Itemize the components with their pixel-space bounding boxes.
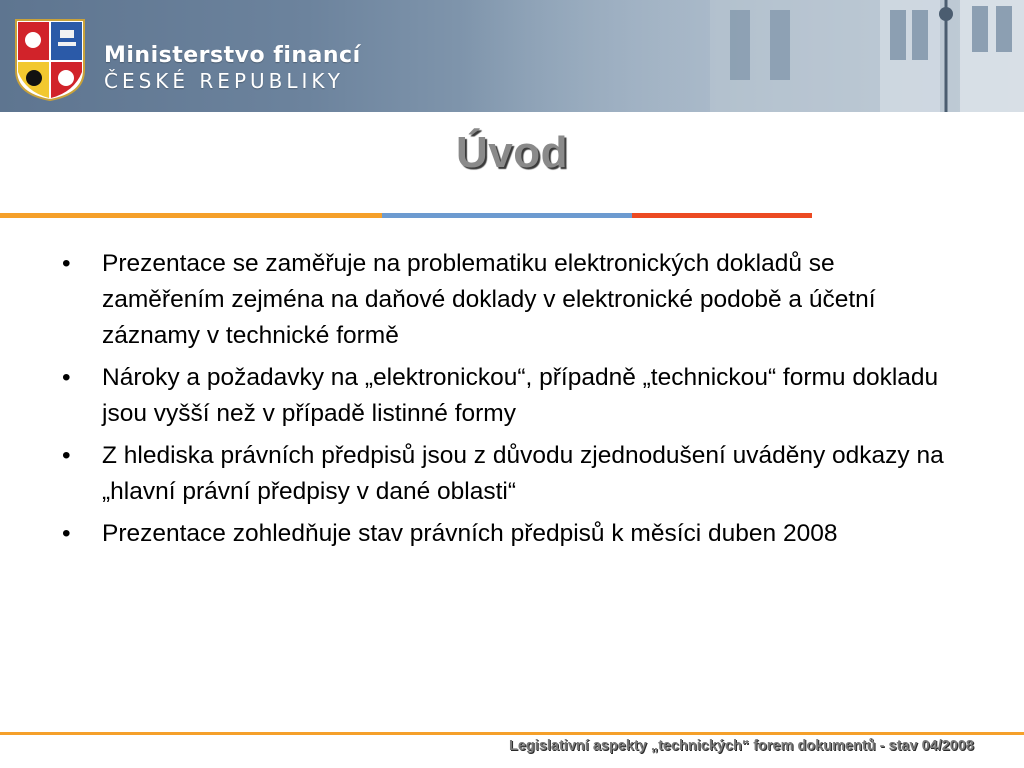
bullet-dot: •: [62, 442, 71, 469]
list-item: [56, 246, 956, 354]
building-image: [650, 0, 1024, 112]
title-underline-blue: [382, 213, 632, 218]
title-underline-red: [632, 213, 812, 218]
list-item: [56, 516, 956, 552]
bullet-text: Nároky a požadavky na „elektronickou“, případně „technickou“ formu dokladu jsou vyšší než v případě listinné formy: [102, 364, 939, 427]
ministry-logo-text: [104, 44, 361, 94]
footer-text: Legislativní aspekty „technických“ forem dokumentů - stav 04/2008: [509, 738, 974, 754]
bullet-text: Prezentace zohledňuje stav právních předpisů k měsíci duben 2008: [102, 520, 838, 547]
bullet-list: [56, 246, 956, 558]
bullet-dot: •: [62, 364, 71, 391]
footer-divider: [0, 732, 1024, 735]
list-item: [56, 360, 956, 432]
title-underline-orange: [0, 213, 382, 218]
header-banner: [0, 0, 1024, 112]
bullet-text: Z hlediska právních předpisů jsou z důvodu zjednodušení uváděny odkazy na „hlavní právní předpisy v dané oblasti“: [102, 442, 944, 505]
slide-title: Úvod: [456, 128, 568, 177]
list-item: [56, 438, 956, 510]
bullet-text: Prezentace se zaměřuje na problematiku elektronických dokladů se zaměřením zejména na daňové doklady v elektronické podobě a účetní záznamy v technické formě: [102, 250, 876, 349]
bullet-dot: •: [62, 520, 71, 547]
coat-of-arms-icon: [14, 18, 86, 102]
ministry-name: Ministerstvo financí: [104, 43, 361, 68]
bullet-dot: •: [62, 250, 71, 277]
ministry-country: ČESKÉ REPUBLIKY: [104, 69, 345, 93]
